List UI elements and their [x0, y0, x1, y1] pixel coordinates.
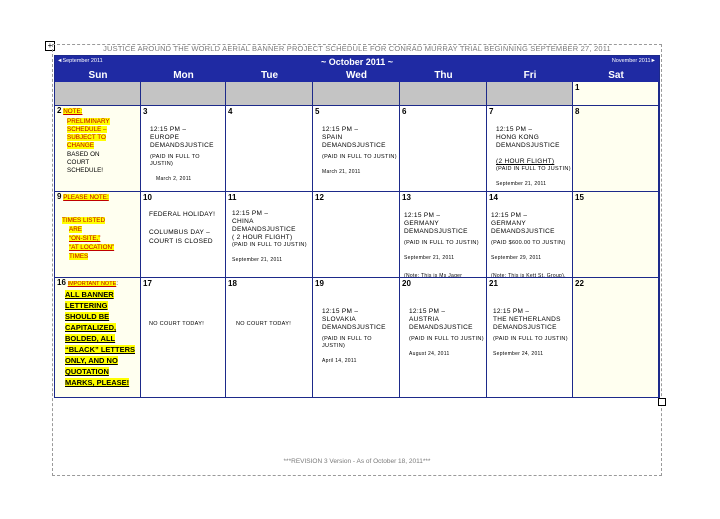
- day-cell-18[interactable]: [226, 278, 313, 398]
- flight-text: 12:15 PM – AUSTRIA DEMANDSJUSTICE: [409, 308, 473, 331]
- day-number: 16: [57, 278, 66, 287]
- day-cell-empty: [226, 82, 313, 106]
- day-cell-4[interactable]: [226, 106, 313, 192]
- day-cell-empty: [400, 82, 487, 106]
- banner-flight-entry: [322, 300, 398, 373]
- day-number: 18: [228, 279, 237, 288]
- payment-status: (PAID IN FULL TO JUSTIN): [496, 166, 571, 172]
- holiday-note: FEDERAL HOLIDAY! COLUMBUS DAY – COURT IS CLOSED: [149, 211, 216, 245]
- day-number: 1: [575, 83, 580, 92]
- day-number: 17: [143, 279, 152, 288]
- day-cell-empty: [141, 82, 226, 106]
- day-number: 15: [575, 193, 584, 202]
- day-number: 9: [57, 192, 62, 201]
- day-cell-22[interactable]: [573, 278, 659, 398]
- note-line: “AT LOCATION”: [69, 244, 115, 251]
- payment-status: (PAID IN FULL TO JUSTIN): [493, 336, 568, 342]
- day-cell-16[interactable]: [55, 278, 141, 398]
- note-colon: :: [116, 280, 118, 287]
- preliminary-note: [57, 107, 139, 175]
- day-cell-13[interactable]: [400, 192, 487, 278]
- flight-text: 12:15 PM – THE NETHERLANDS DEMANDSJUSTICE: [493, 308, 561, 331]
- banner-flight-entry: [232, 202, 308, 272]
- payment-date: March 21, 2011: [322, 169, 361, 175]
- note-line: CHANGE: [67, 142, 94, 149]
- day-cell-12[interactable]: [313, 192, 400, 278]
- note-line: TIMES: [69, 253, 89, 260]
- flight-text: 12:15 PM – GERMANY DEMANDSJUSTICE: [404, 212, 468, 235]
- flight-text: 12:15 PM – GERMANY DEMANDSJUSTICE: [491, 212, 555, 235]
- banner-flight-entry: [496, 118, 572, 192]
- day-cell-21[interactable]: [487, 278, 573, 398]
- note-line: “ON-SITE,”: [69, 235, 101, 242]
- payment-date: September 24, 2011: [493, 351, 544, 357]
- day-number: 2: [57, 106, 62, 115]
- group-note: (Note: This is Ms Jager: [404, 273, 463, 278]
- flight-text: 12:15 PM – SPAIN DEMANDSJUSTICE: [322, 126, 386, 149]
- weekday-wed: Wed: [346, 70, 367, 81]
- payment-date: September 21, 2011: [232, 257, 283, 263]
- note-line: PRELIMINARY: [67, 118, 110, 125]
- note-line: TIMES LISTED: [62, 217, 106, 224]
- payment-status: (PAID IN FULL TO JUSTIN): [409, 336, 484, 342]
- calendar-table: [54, 55, 660, 398]
- payment-status: (PAID IN FULL TO JUSTIN): [322, 154, 397, 160]
- day-cell-19[interactable]: [313, 278, 400, 398]
- flight-text: 12:15 PM – SLOVAKIA DEMANDSJUSTICE: [322, 308, 386, 331]
- day-cell-10[interactable]: [141, 192, 226, 278]
- day-cell-17[interactable]: [141, 278, 226, 398]
- banner-flight-entry: [493, 300, 573, 366]
- banner-flight-entry: [409, 300, 485, 366]
- day-number: 12: [315, 193, 324, 202]
- payment-status: (PAID IN FULL TO JUSTIN): [232, 242, 307, 248]
- next-month-link[interactable]: November 2011►: [611, 58, 656, 64]
- flight-text: 12:15 PM – EUROPE DEMANDSJUSTICE: [150, 126, 214, 149]
- payment-date: September 29, 2011: [491, 255, 542, 261]
- payment-date: April 14, 2011: [322, 358, 357, 364]
- prev-month-link[interactable]: ◄September 2011: [57, 58, 103, 64]
- banner-flight-entry: [404, 204, 480, 278]
- day-cell-empty: [487, 82, 573, 106]
- month-title: ~ October 2011 ~: [320, 57, 394, 67]
- page-footer: ***REVISION 3 Version - As of October 18, 2011***: [283, 458, 431, 465]
- day-cell-empty: [55, 82, 141, 106]
- weekday-mon: Mon: [173, 70, 194, 81]
- day-cell-9[interactable]: [55, 192, 141, 278]
- important-note: [57, 279, 139, 388]
- day-cell-8[interactable]: [573, 106, 659, 192]
- day-number: 20: [402, 279, 411, 288]
- day-cell-1[interactable]: [573, 82, 659, 106]
- payment-date: August 24, 2011: [409, 351, 450, 357]
- table-move-handle[interactable]: +: [45, 41, 55, 51]
- flight-text: 12:15 PM – CHINA DEMANDSJUSTICE ( 2 HOUR FLIGHT): [232, 210, 296, 241]
- day-cell-15[interactable]: [573, 192, 659, 278]
- group-note: (Note: This is Kett St. Group).: [491, 273, 566, 278]
- banner-flight-entry: [322, 118, 398, 184]
- payment-status: (PAID IN FULL TO JUSTIN): [404, 240, 479, 246]
- day-cell-14[interactable]: [487, 192, 573, 278]
- payment-date: September 21, 2011: [404, 255, 455, 261]
- day-cell-7[interactable]: [487, 106, 573, 192]
- banner-flight-entry: [150, 118, 226, 191]
- day-number: 5: [315, 107, 320, 116]
- payment-date: September 21, 2011: [496, 181, 547, 187]
- day-number: 3: [143, 107, 148, 116]
- important-note-body: ALL BANNER LETTERING SHOULD BE CAPITALIZED, BOLDED, ALL “BLACK” LETTERS ONLY, AND NO QUOTATION MARKS, PLEASE!: [65, 290, 135, 387]
- day-cell-5[interactable]: [313, 106, 400, 192]
- weekday-tue: Tue: [260, 70, 279, 81]
- weekday-header-row: [55, 69, 659, 82]
- times-note: [57, 193, 139, 261]
- payment-date: March 2, 2011: [156, 176, 192, 182]
- day-cell-3[interactable]: [141, 106, 226, 192]
- day-number: 22: [575, 279, 584, 288]
- month-bar: [55, 56, 659, 69]
- note-label: IMPORTANT NOTE: [67, 281, 117, 287]
- day-number: 11: [228, 193, 237, 202]
- weekday-thu: Thu: [434, 70, 453, 81]
- note-line: SCHEDULE –: [67, 126, 107, 133]
- day-number: 13: [402, 193, 411, 202]
- weekday-fri: Fri: [523, 70, 537, 81]
- payment-status: (PAID IN FULL TO JUSTIN): [322, 336, 372, 349]
- day-number: 8: [575, 107, 580, 116]
- note-line: SUBJECT TO: [67, 134, 106, 141]
- day-number: 10: [143, 193, 152, 202]
- day-cell-11[interactable]: [226, 192, 313, 278]
- day-cell-20[interactable]: [400, 278, 487, 398]
- day-number: 21: [489, 279, 498, 288]
- note-label: PLEASE NOTE:: [63, 194, 109, 201]
- no-court-note: NO COURT TODAY!: [236, 321, 292, 327]
- day-number: 19: [315, 279, 324, 288]
- flight-duration: (2 HOUR FLIGHT): [496, 158, 555, 165]
- weekday-sat: Sat: [608, 70, 624, 81]
- day-number: 6: [402, 107, 407, 116]
- weekday-sun: Sun: [88, 70, 108, 81]
- banner-flight-entry: [491, 204, 567, 278]
- note-line: ARE: [69, 226, 82, 233]
- flight-text: 12:15 PM – HONG KONG DEMANDSJUSTICE: [496, 126, 560, 149]
- no-court-note: NO COURT TODAY!: [149, 321, 205, 327]
- day-cell-empty: [313, 82, 400, 106]
- day-cell-6[interactable]: [400, 106, 487, 192]
- payment-status: (PAID $600.00 TO JUSTIN): [491, 240, 566, 246]
- day-number: 7: [489, 107, 494, 116]
- page-header: JUSTICE AROUND THE WORLD AERIAL BANNER PROJECT SCHEDULE FOR CONRAD MURRAY TRIAL BEGINNING SEPTEMBER 27, 2011: [103, 44, 611, 53]
- note-rest: BASED ON COURT SCHEDULE!: [67, 151, 104, 174]
- day-number: 4: [228, 107, 233, 116]
- payment-status: (PAID IN FULL TO JUSTIN): [150, 154, 200, 167]
- note-label: NOTE:: [63, 108, 83, 115]
- table-resize-handle[interactable]: [658, 398, 666, 406]
- day-cell-2[interactable]: [55, 106, 141, 192]
- day-number: 14: [489, 193, 498, 202]
